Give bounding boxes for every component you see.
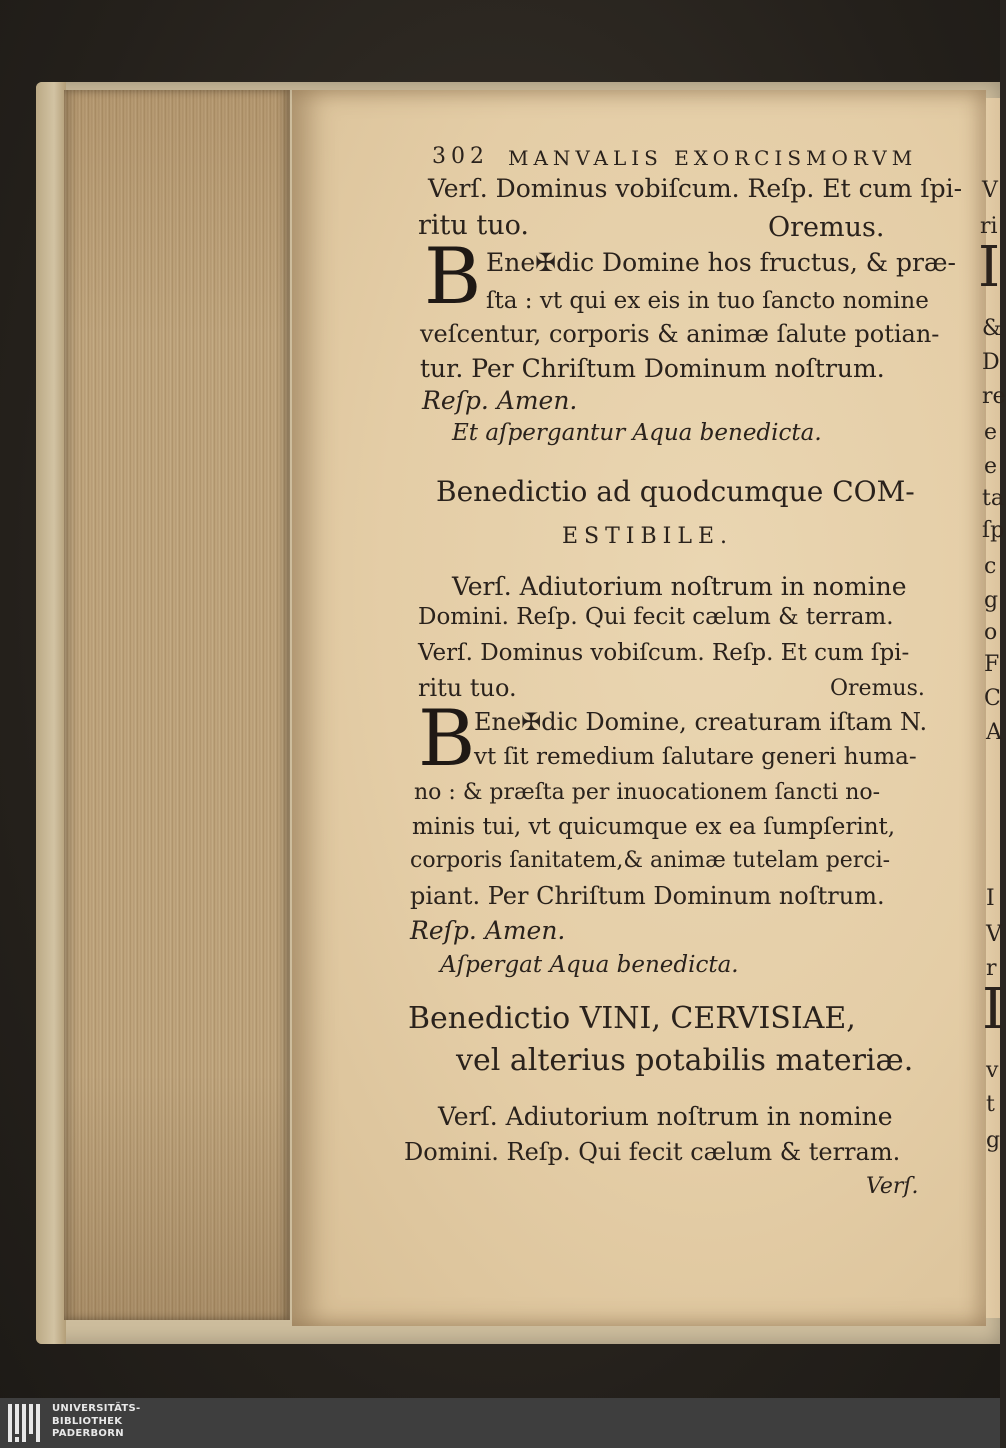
text-line: veſcentur, corporis & animæ ſalute potian- xyxy=(420,320,940,348)
library-name-line: BIBLIOTHEK xyxy=(52,1415,123,1427)
text-line: Domini. Reſp. Qui fecit cælum & terram. xyxy=(418,604,894,630)
facing-page-fragment: I xyxy=(978,235,1001,300)
text-line: Et aſpergantur Aqua benedicta. xyxy=(452,420,822,446)
section-heading: Benedictio ad quodcumque COM- xyxy=(436,475,915,508)
section-heading: vel alterius potabilis materiæ. xyxy=(456,1043,914,1078)
text-line: Aſpergat Aqua benedicta. xyxy=(440,952,739,978)
facing-page-fragment: C xyxy=(984,686,1001,711)
facing-page-fragment: V xyxy=(982,178,998,203)
text-line: tur. Per Chriſtum Dominum noſtrum. xyxy=(420,354,885,383)
facing-page-fragment: V xyxy=(986,922,1002,947)
text-line: vt ſit remedium ſalutare generi huma- xyxy=(474,744,917,770)
text-line: Ene✠dic Domine hos fructus, & præ- xyxy=(486,248,956,277)
text-line: no : & præſta per inuocationem ſancti no- xyxy=(414,780,881,805)
text-line: Reſp. Amen. xyxy=(422,386,578,415)
text-line: ſta : vt qui ex eis in tuo ſancto nomine xyxy=(486,288,929,314)
running-head: MANVALIS EXORCISMORVM xyxy=(508,146,918,170)
text-line: ritu tuo. xyxy=(418,674,517,702)
library-name-line: PADERBORN xyxy=(52,1428,124,1439)
text-line: Verſ. Adiutorium noſtrum in nomine xyxy=(452,572,907,601)
facing-page-fragment: re xyxy=(982,384,1006,409)
facing-page-fragment: c xyxy=(984,554,997,579)
facing-page-fragment: I xyxy=(982,977,1005,1042)
page-stack xyxy=(64,90,290,1320)
library-name-line: UNIVERSITÄTS- xyxy=(52,1403,141,1414)
text-line: piant. Per Chriſtum Dominum noſtrum. xyxy=(410,882,885,910)
facing-page-fragment: g xyxy=(986,1128,1001,1153)
facing-page-fragment: t xyxy=(986,1092,995,1117)
facing-page-fragment: D xyxy=(982,350,1000,375)
drop-cap: B xyxy=(418,694,476,784)
facing-page-fragment: e xyxy=(984,454,998,479)
facing-page-fragment: A xyxy=(986,720,1002,745)
text-line: ritu tuo. xyxy=(418,210,529,241)
drop-cap: B xyxy=(424,232,482,322)
catchword: Verſ. xyxy=(866,1174,919,1199)
facing-page-fragment: r xyxy=(986,956,997,981)
text-line: Verſ. Adiutorium noſtrum in nomine xyxy=(438,1102,893,1131)
section-heading: ESTIBILE. xyxy=(562,524,734,549)
facing-page-fragment: ta xyxy=(982,486,1004,511)
facing-page-fragment: g xyxy=(984,588,999,613)
facing-page-fragment: o xyxy=(984,620,998,645)
library-footer xyxy=(0,1398,1000,1448)
facing-page-fragment: & xyxy=(982,316,1002,341)
text-line: Oremus. xyxy=(830,676,925,701)
facing-page-fragment: F xyxy=(984,652,1000,677)
text-line: Domini. Reſp. Qui fecit cælum & terram. xyxy=(404,1138,901,1166)
text-line: Verſ. Dominus vobiſcum. Reſp. Et cum ſpi- xyxy=(428,174,963,203)
text-line: minis tui, vt quicumque ex ea ſumpſerint, xyxy=(412,814,896,840)
text-line: corporis ſanitatem,& animæ tutelam perci- xyxy=(410,848,891,873)
text-line: Ene✠dic Domine, creaturam iſtam N. xyxy=(474,708,928,736)
page-number: 302 xyxy=(432,144,489,169)
library-name xyxy=(52,1403,141,1441)
facing-page-fragment: e xyxy=(984,420,998,445)
facing-page-fragment: ſp xyxy=(982,518,1005,543)
facing-page-fragment: ri xyxy=(980,214,998,239)
facing-page-fragment: I xyxy=(986,886,995,911)
text-line: Verſ. Dominus vobiſcum. Reſp. Et cum ſpi- xyxy=(418,640,910,666)
library-logo-icon xyxy=(6,1402,44,1444)
book-spine-edge xyxy=(36,82,66,1344)
text-line: Oremus. xyxy=(768,212,885,243)
section-heading: Benedictio VINI, CERVISIAE, xyxy=(408,1001,856,1036)
facing-page-fragment: v xyxy=(986,1058,999,1083)
text-line: Reſp. Amen. xyxy=(410,916,566,945)
